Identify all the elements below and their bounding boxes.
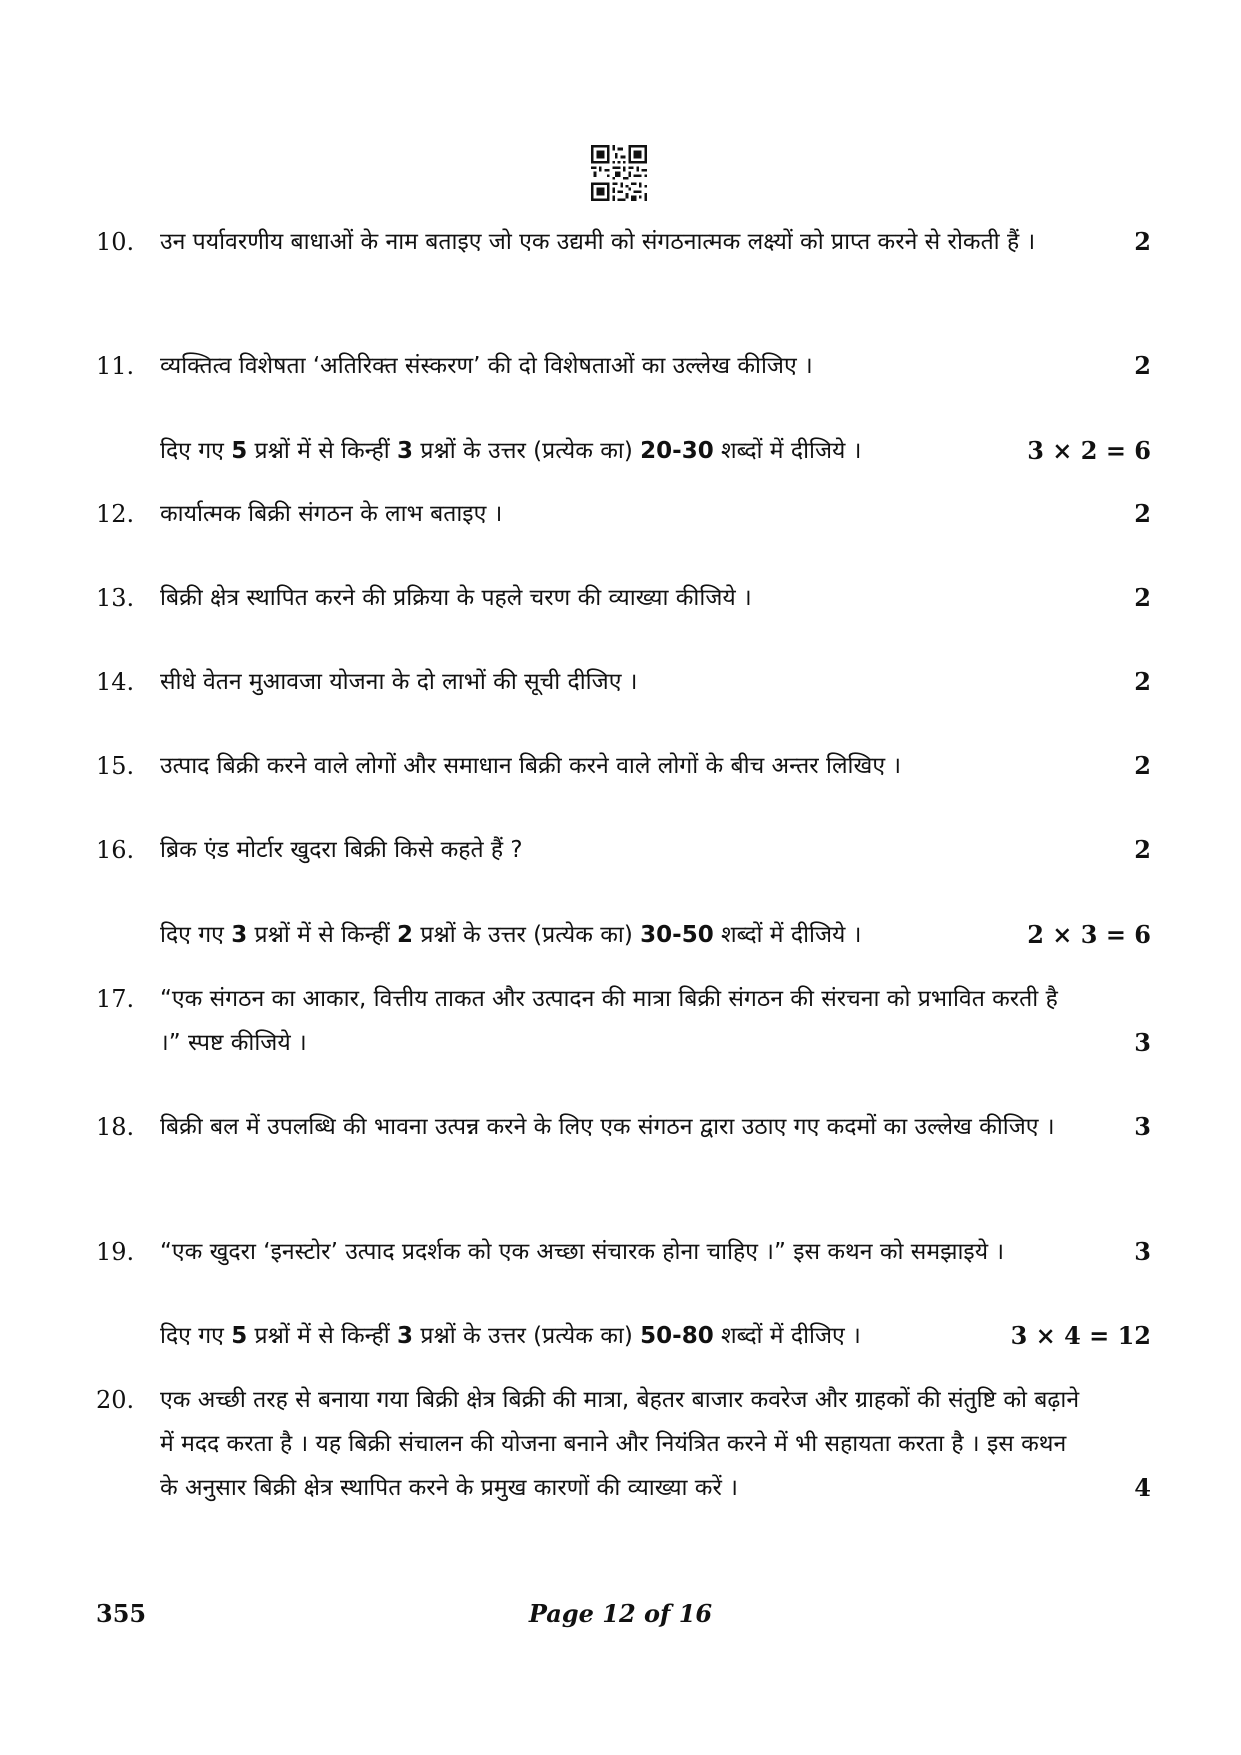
question-item xyxy=(96,1378,1151,1510)
question-text: “एक संगठन का आकार, वित्तीय ताकत और उत्पादन की मात्रा बिक्री संगठन की संरचना को प्रभावित करती है ।” स्पष्ट कीजिये । xyxy=(160,986,1058,1056)
question-item xyxy=(96,1230,1151,1274)
question-item xyxy=(96,744,1151,788)
question-marks: 2 xyxy=(1134,227,1151,256)
question-marks: 4 xyxy=(1134,1473,1151,1502)
question-text: उन पर्यावरणीय बाधाओं के नाम बताइए जो एक उद्यमी को संगठनात्मक लक्ष्यों को प्राप्त करने से रोकती हैं । xyxy=(160,229,1036,255)
question-item xyxy=(96,576,1151,620)
question-number: 16. xyxy=(96,836,135,864)
question-marks: 3 xyxy=(1134,1028,1151,1057)
question-number: 13. xyxy=(96,584,135,612)
question-item xyxy=(96,220,1151,264)
question-item xyxy=(96,660,1151,704)
question-number: 18. xyxy=(96,1113,135,1141)
question-number: 14. xyxy=(96,668,135,696)
question-marks: 3 xyxy=(1134,1237,1151,1266)
question-marks: 2 xyxy=(1134,835,1151,864)
section-instruction xyxy=(160,429,1151,473)
section-marks: 3 × 2 = 6 xyxy=(1027,436,1151,465)
question-number: 19. xyxy=(96,1238,135,1266)
section-instruction xyxy=(160,913,1151,957)
question-text: ब्रिक एंड मोर्टार खुदरा बिक्री किसे कहते हैं ? xyxy=(160,837,523,863)
section-marks: 3 × 4 = 12 xyxy=(1010,1321,1151,1350)
question-number: 11. xyxy=(96,352,135,380)
section-instruction-text: दिए गए 5 प्रश्नों में से किन्हीं 3 प्रश्नों के उत्तर (प्रत्येक का) 20-30 शब्दों में दीजिये । xyxy=(160,438,862,464)
question-item xyxy=(96,1105,1151,1149)
question-item xyxy=(96,344,1151,388)
question-text: एक अच्छी तरह से बनाया गया बिक्री क्षेत्र बिक्री की मात्रा, बेहतर बाजार कवरेज और ग्राहकों की संतुष्टि को बढ़ाने में मदद करता है । यह बिक्री संचालन की योजना बनाने और नियंत्रित करने में भी सहायता करता है । इस कथन के अनुसार बिक्री क्षेत्र स्थापित करने के प्रमुख कारणों की व्याख्या करें । xyxy=(160,1387,1080,1501)
question-number: 20. xyxy=(96,1386,135,1414)
question-marks: 2 xyxy=(1134,751,1151,780)
question-marks: 2 xyxy=(1134,583,1151,612)
section-instruction xyxy=(160,1314,1151,1358)
question-item xyxy=(96,828,1151,872)
question-text: सीधे वेतन मुआवजा योजना के दो लाभों की सूची दीजिए । xyxy=(160,669,638,695)
qr-code-icon xyxy=(591,145,647,201)
question-item xyxy=(96,492,1151,536)
page-number: Page 12 of 16 xyxy=(528,1599,713,1628)
question-number: 17. xyxy=(96,985,135,1013)
question-number: 10. xyxy=(96,228,135,256)
question-text: बिक्री बल में उपलब्धि की भावना उत्पन्न करने के लिए एक संगठन द्वारा उठाए गए कदमों का उल्लेख कीजिए । xyxy=(160,1114,1055,1140)
question-text: व्यक्तित्व विशेषता ‘अतिरिक्त संस्करण’ की दो विशेषताओं का उल्लेख कीजिए । xyxy=(160,353,813,379)
question-marks: 2 xyxy=(1134,667,1151,696)
section-instruction-text: दिए गए 5 प्रश्नों में से किन्हीं 3 प्रश्नों के उत्तर (प्रत्येक का) 50-80 शब्दों में दीजिए । xyxy=(160,1323,861,1349)
paper-code: 355 xyxy=(96,1599,147,1628)
question-number: 12. xyxy=(96,500,135,528)
question-number: 15. xyxy=(96,752,135,780)
question-marks: 3 xyxy=(1134,1112,1151,1141)
question-text: बिक्री क्षेत्र स्थापित करने की प्रक्रिया के पहले चरण की व्याख्या कीजिये । xyxy=(160,585,752,611)
question-marks: 2 xyxy=(1134,499,1151,528)
question-text: “एक खुदरा ‘इनस्टोर’ उत्पाद प्रदर्शक को एक अच्छा संचारक होना चाहिए ।” इस कथन को समझाइये । xyxy=(160,1239,1005,1265)
question-item xyxy=(96,977,1151,1065)
question-marks: 2 xyxy=(1134,351,1151,380)
section-marks: 2 × 3 = 6 xyxy=(1027,920,1151,949)
question-text: कार्यात्मक बिक्री संगठन के लाभ बताइए । xyxy=(160,501,503,527)
question-text: उत्पाद बिक्री करने वाले लोगों और समाधान बिक्री करने वाले लोगों के बीच अन्तर लिखिए । xyxy=(160,753,902,779)
section-instruction-text: दिए गए 3 प्रश्नों में से किन्हीं 2 प्रश्नों के उत्तर (प्रत्येक का) 30-50 शब्दों में दीजिये । xyxy=(160,922,862,948)
